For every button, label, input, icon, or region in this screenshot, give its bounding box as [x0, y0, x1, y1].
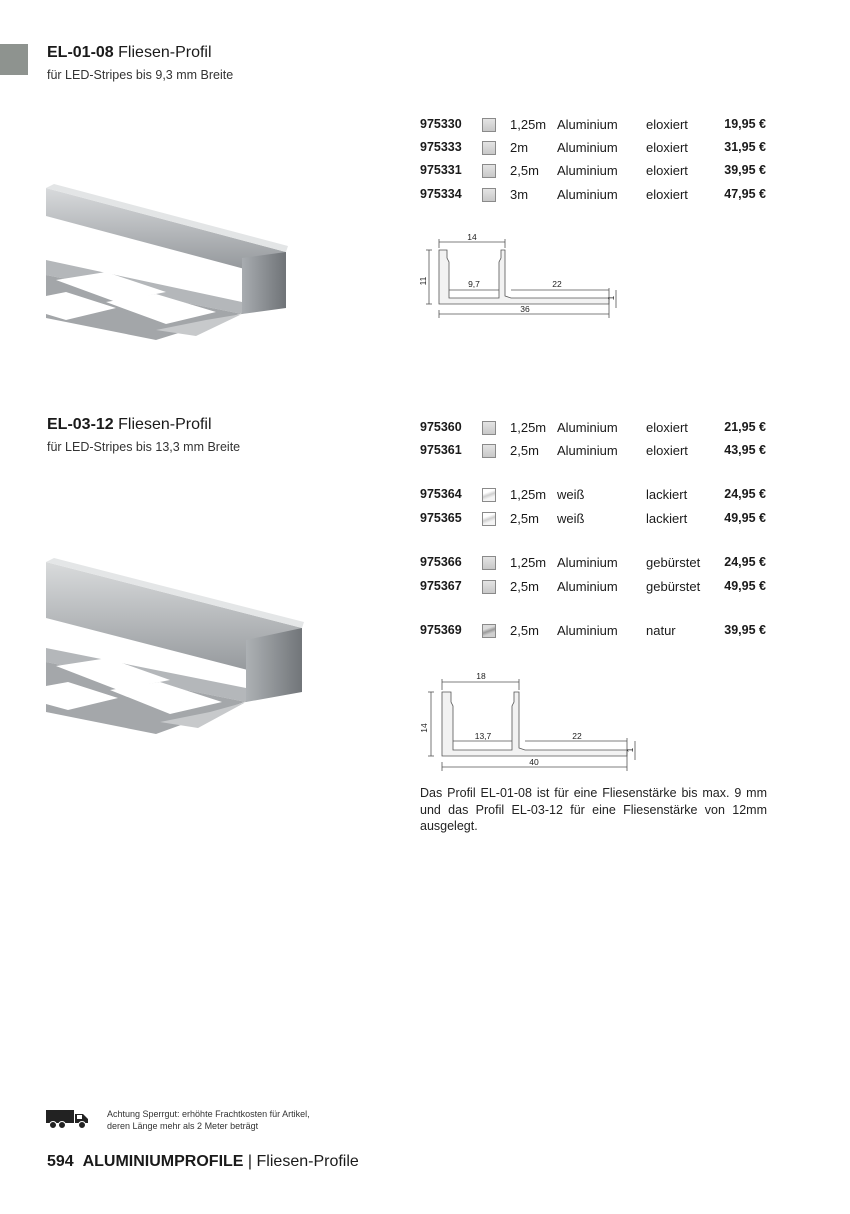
color-swatch — [482, 141, 496, 155]
article-number: 975365 — [420, 511, 462, 525]
product-row — [420, 443, 770, 463]
product-row — [420, 555, 770, 575]
price: 19,95 € — [724, 117, 766, 131]
price: 31,95 € — [724, 140, 766, 154]
finish: lackiert — [646, 511, 688, 526]
length: 1,25m — [510, 420, 547, 435]
warning-line-2: deren Länge mehr als 2 Meter beträgt — [107, 1121, 259, 1131]
profile-el-03-12-image — [46, 552, 308, 740]
section-color-tab — [0, 44, 28, 75]
dim-top-width: 18 — [476, 671, 486, 681]
dim-flange: 22 — [572, 731, 582, 741]
finish: eloxiert — [646, 187, 688, 202]
material: weiß — [557, 511, 585, 526]
section-1-code: EL-01-08 — [47, 44, 114, 61]
material: Aluminium — [557, 187, 618, 202]
product-row — [420, 187, 770, 207]
article-number: 975333 — [420, 140, 462, 154]
dim-top-width: 14 — [467, 232, 477, 242]
finish: eloxiert — [646, 443, 688, 458]
material: Aluminium — [557, 140, 618, 155]
color-swatch — [482, 421, 496, 435]
bulky-goods-warning — [107, 1108, 310, 1132]
product-row — [420, 487, 770, 507]
product-row — [420, 117, 770, 137]
length: 3m — [510, 187, 529, 202]
finish: eloxiert — [646, 420, 688, 435]
finish: gebürstet — [646, 555, 701, 570]
length: 1,25m — [510, 117, 547, 132]
installation-note: Das Profil EL-01-08 ist für eine Fliesenstärke bis max. 9 mm und das Profil EL-03-12 für eine Fliesenstärke von 12mm ausgelegt. — [420, 786, 767, 833]
color-swatch — [482, 488, 496, 502]
product-row — [420, 420, 770, 440]
article-number: 975367 — [420, 579, 462, 593]
price: 49,95 € — [724, 511, 766, 525]
length: 1,25m — [510, 555, 547, 570]
dimension-drawing-el-01-08 — [415, 228, 625, 320]
finish: eloxiert — [646, 140, 688, 155]
article-number: 975331 — [420, 163, 462, 177]
warning-line-1: Achtung Sperrgut: erhöhte Frachtkosten für Artikel, — [107, 1109, 310, 1119]
footer-category: ALUMINIUMPROFILE — [82, 1153, 244, 1170]
finish: natur — [646, 623, 676, 638]
article-number: 975334 — [420, 187, 462, 201]
color-swatch — [482, 188, 496, 202]
material: Aluminium — [557, 555, 618, 570]
finish: eloxiert — [646, 163, 688, 178]
material: Aluminium — [557, 117, 618, 132]
length: 2,5m — [510, 163, 539, 178]
price: 49,95 € — [724, 579, 766, 593]
dim-thickness: 1 — [626, 747, 635, 753]
color-swatch — [482, 512, 496, 526]
article-number: 975369 — [420, 623, 462, 637]
section-1-title — [47, 44, 212, 62]
article-number: 975330 — [420, 117, 462, 131]
dim-total: 40 — [529, 757, 539, 767]
length: 2,5m — [510, 623, 539, 638]
page-number: 594 — [47, 1153, 74, 1170]
length: 2m — [510, 140, 529, 155]
dim-thickness: 1 — [607, 295, 616, 301]
price: 24,95 € — [724, 487, 766, 501]
color-swatch — [482, 444, 496, 458]
article-number: 975360 — [420, 420, 462, 434]
section-2-name: Fliesen-Profil — [118, 416, 212, 433]
color-swatch — [482, 118, 496, 132]
article-number: 975366 — [420, 555, 462, 569]
article-number: 975361 — [420, 443, 462, 457]
material: Aluminium — [557, 420, 618, 435]
color-swatch — [482, 556, 496, 570]
product-row — [420, 163, 770, 183]
dimension-drawing-el-03-12 — [415, 668, 645, 774]
product-row — [420, 140, 770, 160]
dim-channel: 13,7 — [474, 731, 492, 741]
finish: gebürstet — [646, 579, 701, 594]
footer-separator: | — [247, 1153, 253, 1170]
price: 24,95 € — [724, 555, 766, 569]
price: 21,95 € — [724, 420, 766, 434]
material: Aluminium — [557, 623, 618, 638]
price: 39,95 € — [724, 163, 766, 177]
article-number: 975364 — [420, 487, 462, 501]
length: 2,5m — [510, 443, 539, 458]
length: 1,25m — [510, 487, 547, 502]
footer-subcategory: Fliesen-Profile — [256, 1153, 359, 1170]
product-row — [420, 511, 770, 531]
product-row — [420, 579, 770, 599]
price: 39,95 € — [724, 623, 766, 637]
length: 2,5m — [510, 579, 539, 594]
price: 43,95 € — [724, 443, 766, 457]
dim-total: 36 — [520, 304, 530, 314]
finish: eloxiert — [646, 117, 688, 132]
section-2-subtitle: für LED-Stripes bis 13,3 mm Breite — [47, 440, 241, 454]
color-swatch — [482, 580, 496, 594]
dim-channel: 9,7 — [468, 279, 480, 289]
price: 47,95 € — [724, 187, 766, 201]
section-2-code: EL-03-12 — [47, 416, 114, 433]
material: Aluminium — [557, 163, 618, 178]
color-swatch — [482, 164, 496, 178]
finish: lackiert — [646, 487, 688, 502]
dim-height: 14 — [419, 723, 429, 733]
section-1-name: Fliesen-Profil — [118, 44, 212, 61]
section-1-subtitle: für LED-Stripes bis 9,3 mm Breite — [47, 68, 234, 82]
product-row — [420, 623, 770, 643]
material: weiß — [557, 487, 585, 502]
profile-el-01-08-image — [46, 180, 296, 345]
truck-icon — [46, 1108, 90, 1130]
length: 2,5m — [510, 511, 539, 526]
dim-height: 11 — [418, 276, 428, 286]
page-footer — [47, 1153, 359, 1171]
section-2-title — [47, 416, 212, 434]
dim-flange: 22 — [552, 279, 562, 289]
color-swatch — [482, 624, 496, 638]
material: Aluminium — [557, 579, 618, 594]
material: Aluminium — [557, 443, 618, 458]
